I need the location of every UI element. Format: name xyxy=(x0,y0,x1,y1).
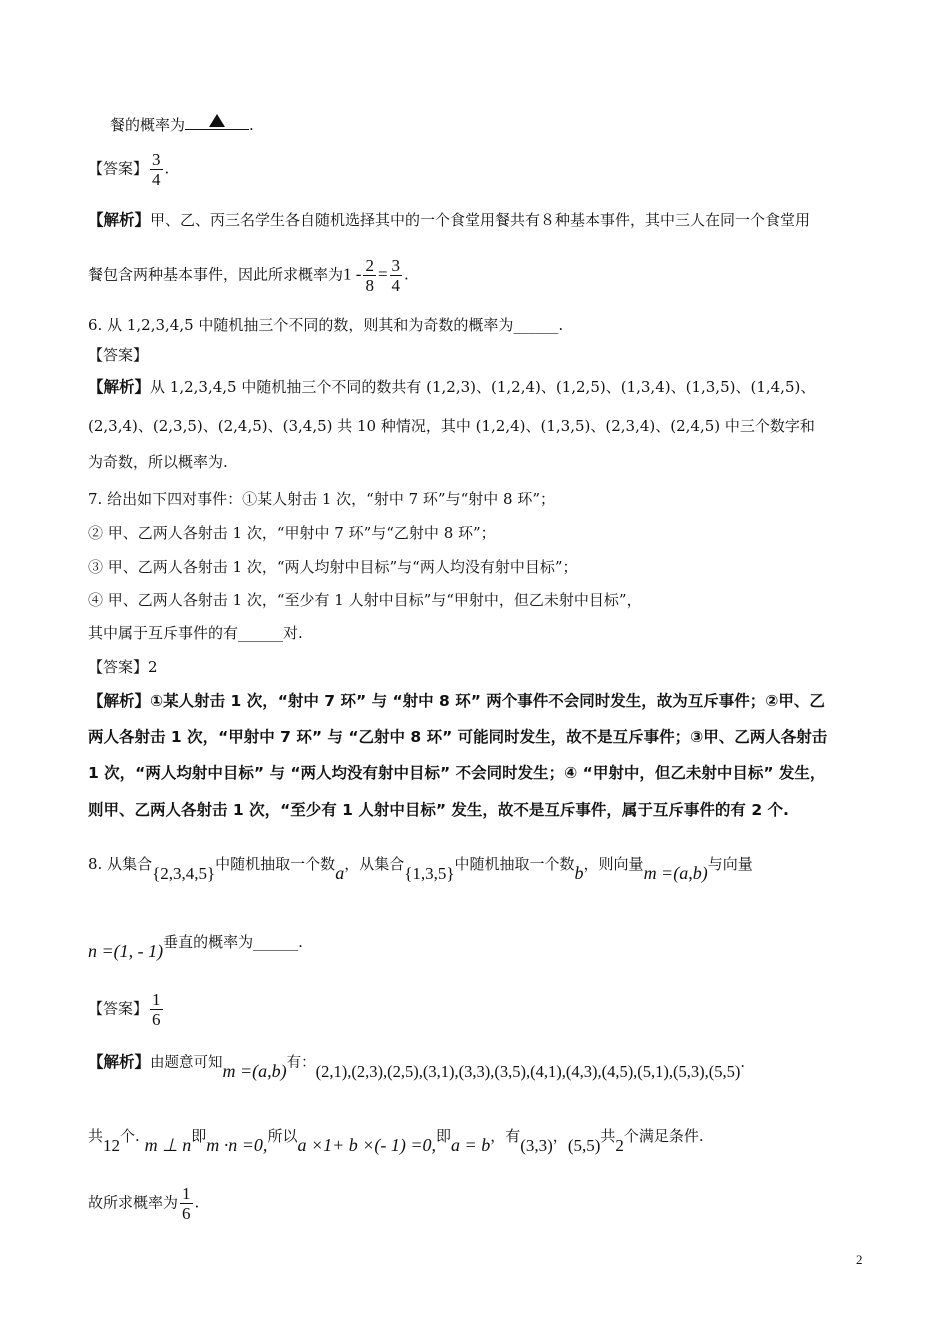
q7-analysis-line2: 两人各射击 1 次，“甲射中 7 环” 与 “乙射中 8 环” 可能同时发生，故不是互斥事件；③甲、乙两人各射击 xyxy=(88,728,828,746)
q8-question-line2: n =(1, - 1)垂直的概率为______. xyxy=(88,933,303,961)
q5-answer: 【答案】 $\frac{3}{4}$ . xyxy=(88,150,170,189)
q8-question-line1: 8. 从集合{2,3,4,5}中随机抽取一个数a，从集合{1,3,5}中随机抽取一个数b，则向量m =(a,b)与向量 xyxy=(88,855,753,883)
q7-analysis-line1: 【解析】①某人射击 1 次，“射中 7 环” 与 “射中 8 环” 两个事件不会同时发生，故为互斥事件；②甲、乙 xyxy=(88,692,825,710)
set-b: {1,3,5} xyxy=(404,864,455,883)
set-a: {2,3,4,5} xyxy=(152,864,216,883)
analysis-label: 【解析】 xyxy=(88,211,151,229)
answer-blank xyxy=(185,115,249,130)
q7-question-1: 7. 给出如下四对事件：①某人射击 1 次，“射中 7 环”与“射中 8 环”； xyxy=(88,490,555,508)
q5-tail xyxy=(110,114,254,136)
q5-analysis-line2: 餐包含两种基本事件，因此所求概率为1 - $\frac{2}{8}$ = $\frac{3}{4}$ . xyxy=(88,256,409,295)
q5-tail-text: 餐的概率为 xyxy=(110,116,186,134)
q8-analysis-line2: 共12个. m ⊥ n即m ·n =0,所以a ×1+ b ×(- 1) =0,即a = b，有(3,3)，(5,5)共2个满足条件. xyxy=(88,1127,704,1155)
vector-n: n =(1, - 1) xyxy=(88,941,164,961)
triangle-icon xyxy=(209,114,225,127)
q7-answer: 【答案】2 xyxy=(88,658,158,676)
fraction: $\frac{3}{4}$ xyxy=(391,256,401,295)
fraction: $\frac{2}{8}$ xyxy=(365,256,374,295)
analysis-label: 【解析】 xyxy=(88,692,151,710)
analysis-label: 【解析】 xyxy=(88,1053,151,1071)
fraction: $\frac{1}{6}$ xyxy=(152,990,161,1029)
q6-analysis-line3: 为奇数，所以概率为. xyxy=(88,453,228,471)
fraction: $\frac{3}{4}$ xyxy=(152,150,161,189)
q6-question: 6. 从 1,2,3,4,5 中随机抽三个不同的数，则其和为奇数的概率为______. xyxy=(88,316,564,334)
q8-final: 故所求概率为 $\frac{1}{6}$ . xyxy=(88,1184,200,1223)
fraction: $\frac{1}{6}$ xyxy=(182,1184,191,1223)
var-a: a xyxy=(335,863,345,883)
q6-answer: 【答案】 xyxy=(88,346,149,364)
q5-tail-end: . xyxy=(249,116,254,134)
q6-analysis-line1: 【解析】从 1,2,3,4,5 中随机抽三个不同的数共有 (1,2,3)、(1,2,4)、(1,2,5)、(1,3,4)、(1,3,5)、(1,4,5)、 xyxy=(88,378,816,396)
q7-question-5: 其中属于互斥事件的有______对. xyxy=(88,624,303,642)
pair-list: (2,1),(2,3),(2,5),(3,1),(3,3),(3,5),(4,1),(4,3),(4,5),(5,1),(5,3),(5,5) xyxy=(315,1062,741,1081)
var-b: b xyxy=(574,863,584,883)
q6-analysis-line2: (2,3,4)、(2,3,5)、(2,4,5)、(3,4,5) 共 10 种情况，其中 (1,2,4)、(1,3,5)、(2,3,4)、(2,4,5) 中三个数字和 xyxy=(88,417,815,435)
page-number: 2 xyxy=(856,1252,863,1267)
q7-question-3: ③ 甲、乙两人各射击 1 次，“两人均射中目标”与“两人均没有射中目标”； xyxy=(88,558,578,576)
answer-label: 【答案】 xyxy=(88,999,149,1018)
answer-label: 【答案】 xyxy=(88,159,149,178)
analysis-label: 【解析】 xyxy=(88,378,151,396)
q5-analysis-line1: 【解析】甲、乙、丙三名学生各自随机选择其中的一个食堂用餐共有８种基本事件，其中三人在同一个食堂用 xyxy=(88,211,811,229)
q7-analysis-line3: 1 次，“两人均射中目标” 与 “两人均没有射中目标” 不会同时发生；④ “甲射中，但乙未射中目标” 发生， xyxy=(88,764,826,782)
q8-analysis-line1: 【解析】由题意可知m =(a,b)有：(2,1),(2,3),(2,5),(3,1),(3,3),(3,5),(4,1),(4,3),(4,5),(5,1),(5,3),(5,5). xyxy=(88,1053,746,1081)
q8-answer xyxy=(88,990,165,1029)
vector-m: m =(a,b) xyxy=(643,863,708,883)
q7-question-4: ④ 甲、乙两人各射击 1 次，“至少有 1 人射中目标”与“甲射中，但乙未射中目标”， xyxy=(88,591,642,609)
q7-question-2: ② 甲、乙两人各射击 1 次，“甲射中 7 环”与“乙射中 8 环”； xyxy=(88,524,496,542)
q7-analysis-line4: 则甲、乙两人各射击 1 次，“至少有 1 人射中目标” 发生，故不是互斥事件，属于互斥事件的有 2 个. xyxy=(88,801,789,819)
